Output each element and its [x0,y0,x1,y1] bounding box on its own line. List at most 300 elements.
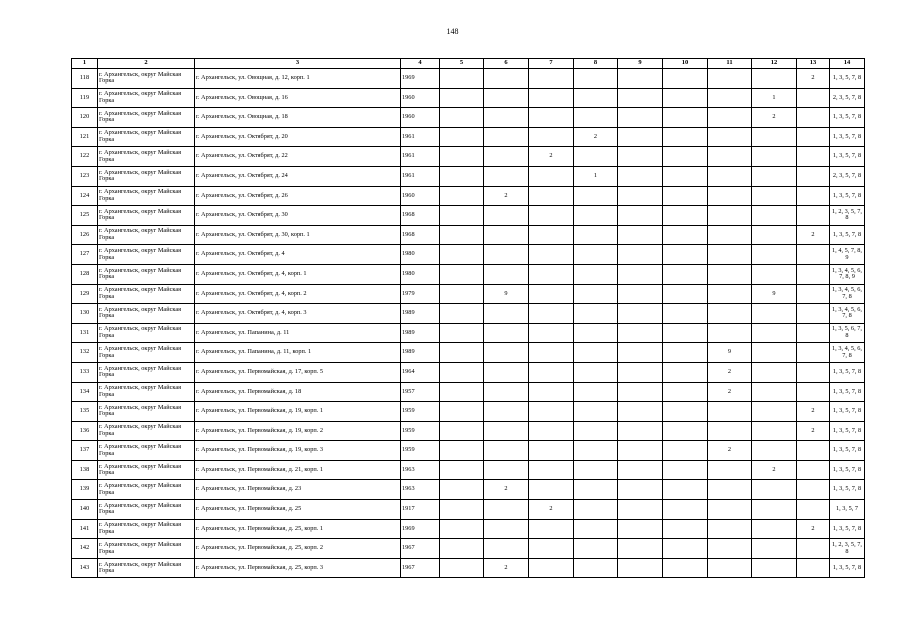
cell-col-10 [663,362,708,382]
cell-col-5 [440,343,484,363]
cell-col-13 [797,264,830,284]
cell-col-9 [618,127,663,147]
cell-col-11 [708,323,752,343]
cell-col-5 [440,166,484,186]
cell-col-10 [663,441,708,461]
table-row [72,108,865,128]
cell-col-11 [708,127,752,147]
cell-col-13 [797,166,830,186]
cell-col-8 [574,460,618,480]
cell-col-11 [708,480,752,500]
cell-col-14: 1, 3, 4, 5, 6, 7, 8 [830,343,865,363]
cell-col-10 [663,558,708,578]
cell-col-13 [797,500,830,520]
cell-col-10 [663,186,708,206]
cell-district: г. Архангельск, округ Майская Горка [98,108,195,128]
cell-col-8 [574,421,618,441]
cell-col-7 [529,539,574,559]
cell-col-12 [752,127,797,147]
cell-row-number: 125 [72,206,98,226]
cell-col-9 [618,323,663,343]
cell-col-8 [574,480,618,500]
table-row [72,460,865,480]
cell-year-built: 1980 [401,264,440,284]
cell-row-number: 120 [72,108,98,128]
cell-col-11 [708,225,752,245]
cell-col-6: 9 [484,284,529,304]
cell-district: г. Архангельск, округ Майская Горка [98,441,195,461]
cell-address: г. Архангельск, ул. Первомайская, д. 19, корп. 3 [195,441,401,461]
table-row [72,323,865,343]
column-header-5: 5 [440,59,484,69]
cell-district: г. Архангельск, округ Майская Горка [98,558,195,578]
cell-row-number: 139 [72,480,98,500]
cell-col-7 [529,460,574,480]
cell-col-7 [529,480,574,500]
cell-col-8 [574,284,618,304]
cell-col-7 [529,519,574,539]
cell-row-number: 136 [72,421,98,441]
cell-row-number: 135 [72,402,98,422]
cell-col-9 [618,304,663,324]
cell-row-number: 132 [72,343,98,363]
cell-district: г. Архангельск, округ Майская Горка [98,88,195,108]
table-row [72,264,865,284]
cell-year-built: 1989 [401,304,440,324]
cell-col-6 [484,69,529,89]
cell-district: г. Архангельск, округ Майская Горка [98,127,195,147]
cell-col-14: 1, 3, 5, 7, 8 [830,69,865,89]
column-header-7: 7 [529,59,574,69]
cell-col-6 [484,206,529,226]
cell-address: г. Архангельск, ул. Первомайская, д. 25, корп. 3 [195,558,401,578]
cell-col-14: 1, 3, 5, 7, 8 [830,558,865,578]
cell-row-number: 130 [72,304,98,324]
cell-col-14: 1, 3, 4, 5, 6, 7, 8 [830,284,865,304]
cell-col-12 [752,343,797,363]
cell-district: г. Архангельск, округ Майская Горка [98,382,195,402]
cell-col-8 [574,88,618,108]
table-row [72,284,865,304]
cell-col-5 [440,284,484,304]
cell-col-5 [440,382,484,402]
cell-address: г. Архангельск, ул. Первомайская, д. 21, корп. 1 [195,460,401,480]
column-header-9: 9 [618,59,663,69]
cell-col-8 [574,264,618,284]
cell-col-8 [574,206,618,226]
cell-row-number: 126 [72,225,98,245]
cell-col-10 [663,343,708,363]
cell-col-9 [618,186,663,206]
cell-address: г. Архангельск, ул. Первомайская, д. 17, корп. 5 [195,362,401,382]
cell-address: г. Архангельск, ул. Октябрят, д. 24 [195,166,401,186]
cell-year-built: 1963 [401,460,440,480]
cell-col-12 [752,480,797,500]
cell-col-9 [618,284,663,304]
cell-col-11 [708,69,752,89]
cell-col-6: 2 [484,480,529,500]
cell-col-14: 1, 3, 5, 7, 8 [830,480,865,500]
cell-col-6 [484,166,529,186]
cell-col-11 [708,558,752,578]
cell-col-9 [618,362,663,382]
cell-col-6 [484,519,529,539]
cell-col-7 [529,421,574,441]
table-header [72,59,865,69]
cell-col-12 [752,304,797,324]
cell-year-built: 1961 [401,166,440,186]
cell-district: г. Архангельск, округ Майская Горка [98,362,195,382]
cell-col-13 [797,362,830,382]
cell-col-12 [752,206,797,226]
cell-col-10 [663,402,708,422]
cell-col-5 [440,88,484,108]
cell-col-14: 1, 3, 5, 7, 8 [830,460,865,480]
cell-col-9 [618,88,663,108]
cell-col-11 [708,245,752,265]
cell-col-5 [440,147,484,167]
cell-col-11 [708,206,752,226]
cell-row-number: 118 [72,69,98,89]
cell-col-10 [663,69,708,89]
cell-district: г. Архангельск, округ Майская Горка [98,284,195,304]
housing-table [71,58,865,578]
cell-col-5 [440,558,484,578]
cell-col-13 [797,304,830,324]
cell-col-7 [529,88,574,108]
cell-col-6 [484,539,529,559]
cell-col-7 [529,264,574,284]
cell-col-7 [529,441,574,461]
cell-district: г. Архангельск, округ Майская Горка [98,539,195,559]
page-number: 148 [446,27,459,36]
column-header-12: 12 [752,59,797,69]
column-header-14: 14 [830,59,865,69]
cell-col-13: 2 [797,69,830,89]
cell-col-5 [440,264,484,284]
cell-col-11 [708,108,752,128]
cell-col-7: 2 [529,147,574,167]
table-row [72,127,865,147]
cell-row-number: 128 [72,264,98,284]
cell-col-6 [484,460,529,480]
cell-col-12 [752,382,797,402]
cell-col-11: 9 [708,343,752,363]
cell-row-number: 134 [72,382,98,402]
cell-district: г. Архангельск, округ Майская Горка [98,519,195,539]
cell-col-11 [708,402,752,422]
table-row [72,147,865,167]
cell-col-7 [529,245,574,265]
cell-col-6 [484,421,529,441]
cell-col-9 [618,402,663,422]
cell-district: г. Архангельск, округ Майская Горка [98,402,195,422]
cell-col-11 [708,166,752,186]
cell-col-7 [529,343,574,363]
cell-district: г. Архангельск, округ Майская Горка [98,304,195,324]
cell-year-built: 1917 [401,500,440,520]
cell-year-built: 1957 [401,382,440,402]
cell-row-number: 137 [72,441,98,461]
cell-col-5 [440,441,484,461]
cell-col-9 [618,441,663,461]
cell-col-7 [529,362,574,382]
cell-col-8: 1 [574,166,618,186]
cell-year-built: 1968 [401,206,440,226]
cell-col-8 [574,323,618,343]
cell-col-5 [440,460,484,480]
cell-col-12 [752,186,797,206]
cell-district: г. Архангельск, округ Майская Горка [98,69,195,89]
cell-col-7 [529,323,574,343]
cell-col-8 [574,402,618,422]
cell-col-11 [708,186,752,206]
cell-col-11 [708,264,752,284]
cell-col-14: 1, 3, 5, 7, 8 [830,402,865,422]
cell-col-12 [752,362,797,382]
cell-col-12: 9 [752,284,797,304]
cell-col-9 [618,343,663,363]
cell-col-14: 1, 2, 3, 5, 7, 8 [830,206,865,226]
cell-year-built: 1980 [401,245,440,265]
cell-year-built: 1967 [401,558,440,578]
cell-col-7 [529,108,574,128]
cell-year-built: 1963 [401,480,440,500]
cell-col-12: 2 [752,108,797,128]
cell-district: г. Архангельск, округ Майская Горка [98,421,195,441]
cell-col-10 [663,539,708,559]
cell-col-11: 2 [708,441,752,461]
cell-address: г. Архангельск, ул. Первомайская, д. 25, корп. 2 [195,539,401,559]
cell-col-10 [663,480,708,500]
cell-col-6 [484,382,529,402]
cell-col-6 [484,323,529,343]
cell-col-9 [618,480,663,500]
cell-year-built: 1968 [401,225,440,245]
cell-col-13: 2 [797,421,830,441]
cell-row-number: 127 [72,245,98,265]
cell-col-7 [529,402,574,422]
table-row [72,206,865,226]
cell-year-built: 1969 [401,69,440,89]
cell-col-5 [440,480,484,500]
cell-row-number: 143 [72,558,98,578]
cell-address: г. Архангельск, ул. Первомайская, д. 19, корп. 2 [195,421,401,441]
table-row [72,558,865,578]
cell-col-13: 2 [797,402,830,422]
cell-col-9 [618,225,663,245]
cell-col-6: 2 [484,186,529,206]
cell-address: г. Архангельск, ул. Овощная, д. 18 [195,108,401,128]
cell-col-6 [484,245,529,265]
cell-col-13: 2 [797,225,830,245]
cell-col-5 [440,539,484,559]
cell-col-13 [797,343,830,363]
cell-col-14: 1, 3, 5, 7, 8 [830,519,865,539]
cell-col-11 [708,500,752,520]
cell-col-6 [484,304,529,324]
cell-col-14: 1, 3, 5, 7, 8 [830,382,865,402]
cell-col-13 [797,186,830,206]
cell-address: г. Архангельск, ул. Овощная, д. 12, корп. 1 [195,69,401,89]
cell-col-13 [797,460,830,480]
table-row [72,343,865,363]
cell-col-10 [663,108,708,128]
cell-col-8 [574,343,618,363]
cell-col-14: 2, 3, 5, 7, 8 [830,88,865,108]
cell-address: г. Архангельск, ул. Папанина, д. 11 [195,323,401,343]
cell-col-5 [440,362,484,382]
cell-col-9 [618,245,663,265]
cell-col-6 [484,108,529,128]
cell-col-12 [752,323,797,343]
cell-district: г. Архангельск, округ Майская Горка [98,500,195,520]
cell-col-8 [574,69,618,89]
table-body [72,69,865,578]
cell-row-number: 121 [72,127,98,147]
cell-col-7 [529,166,574,186]
cell-col-13 [797,323,830,343]
cell-row-number: 141 [72,519,98,539]
cell-col-7 [529,186,574,206]
cell-district: г. Архангельск, округ Майская Горка [98,480,195,500]
cell-address: г. Архангельск, ул. Октябрят, д. 4, корп. 3 [195,304,401,324]
cell-col-7 [529,127,574,147]
cell-col-8 [574,382,618,402]
cell-col-9 [618,519,663,539]
table-row [72,539,865,559]
cell-col-8 [574,519,618,539]
cell-district: г. Архангельск, округ Майская Горка [98,323,195,343]
cell-year-built: 1969 [401,519,440,539]
cell-row-number: 142 [72,539,98,559]
cell-col-8 [574,539,618,559]
cell-col-5 [440,108,484,128]
cell-address: г. Архангельск, ул. Овощная, д. 16 [195,88,401,108]
cell-address: г. Архангельск, ул. Первомайская, д. 23 [195,480,401,500]
column-header-2: 2 [98,59,195,69]
cell-col-9 [618,460,663,480]
cell-col-5 [440,323,484,343]
table-row [72,245,865,265]
cell-col-5 [440,500,484,520]
table-row [72,362,865,382]
cell-col-10 [663,284,708,304]
cell-col-10 [663,304,708,324]
cell-col-9 [618,264,663,284]
cell-col-5 [440,206,484,226]
cell-col-12 [752,421,797,441]
cell-col-12 [752,264,797,284]
cell-col-8 [574,558,618,578]
cell-col-7 [529,69,574,89]
cell-col-13 [797,558,830,578]
cell-col-5 [440,421,484,441]
cell-address: г. Архангельск, ул. Октябрят, д. 22 [195,147,401,167]
cell-col-14: 1, 3, 5, 7, 8 [830,147,865,167]
table-row [72,382,865,402]
cell-row-number: 138 [72,460,98,480]
cell-address: г. Архангельск, ул. Октябрят, д. 26 [195,186,401,206]
cell-col-6 [484,225,529,245]
cell-address: г. Архангельск, ул. Первомайская, д. 25, корп. 1 [195,519,401,539]
table-row [72,500,865,520]
cell-col-11 [708,88,752,108]
cell-col-6 [484,441,529,461]
cell-col-8 [574,362,618,382]
cell-row-number: 131 [72,323,98,343]
cell-col-10 [663,206,708,226]
cell-address: г. Архангельск, ул. Октябрят, д. 4 [195,245,401,265]
cell-col-10 [663,382,708,402]
cell-col-6 [484,402,529,422]
cell-col-14: 1, 3, 5, 7, 8 [830,362,865,382]
cell-row-number: 140 [72,500,98,520]
cell-col-8: 2 [574,127,618,147]
cell-col-9 [618,539,663,559]
cell-address: г. Архангельск, ул. Октябрят, д. 30 [195,206,401,226]
cell-col-14: 1, 4, 5, 7, 8, 9 [830,245,865,265]
cell-col-6 [484,147,529,167]
cell-col-9 [618,69,663,89]
cell-col-6 [484,127,529,147]
cell-col-7 [529,304,574,324]
cell-col-13 [797,441,830,461]
column-header-8: 8 [574,59,618,69]
cell-district: г. Архангельск, округ Майская Горка [98,460,195,480]
cell-col-9 [618,206,663,226]
cell-col-6 [484,343,529,363]
cell-col-10 [663,264,708,284]
cell-col-12: 2 [752,460,797,480]
cell-address: г. Архангельск, ул. Папанина, д. 11, корп. 1 [195,343,401,363]
cell-col-13 [797,127,830,147]
cell-col-5 [440,245,484,265]
cell-district: г. Архангельск, округ Майская Горка [98,186,195,206]
cell-col-13 [797,108,830,128]
cell-address: г. Архангельск, ул. Первомайская, д. 18 [195,382,401,402]
table-row [72,88,865,108]
cell-col-7 [529,225,574,245]
cell-col-11 [708,284,752,304]
cell-col-6 [484,88,529,108]
cell-col-14: 1, 3, 5, 7, 8 [830,441,865,461]
cell-col-13 [797,539,830,559]
cell-year-built: 1967 [401,539,440,559]
cell-row-number: 129 [72,284,98,304]
cell-col-14: 1, 2, 3, 5, 7, 8 [830,539,865,559]
table-row [72,304,865,324]
cell-col-12 [752,245,797,265]
cell-col-5 [440,225,484,245]
cell-col-10 [663,88,708,108]
cell-col-14: 2, 3, 5, 7, 8 [830,166,865,186]
cell-col-14: 1, 3, 5, 7, 8 [830,421,865,441]
cell-year-built: 1959 [401,441,440,461]
cell-col-12 [752,558,797,578]
cell-district: г. Архангельск, округ Майская Горка [98,264,195,284]
cell-col-7 [529,382,574,402]
cell-col-12 [752,519,797,539]
column-header-6: 6 [484,59,529,69]
cell-col-8 [574,186,618,206]
cell-col-10 [663,245,708,265]
cell-year-built: 1960 [401,88,440,108]
cell-col-13 [797,147,830,167]
cell-year-built: 1959 [401,402,440,422]
cell-col-11 [708,539,752,559]
cell-address: г. Архангельск, ул. Первомайская, д. 25 [195,500,401,520]
